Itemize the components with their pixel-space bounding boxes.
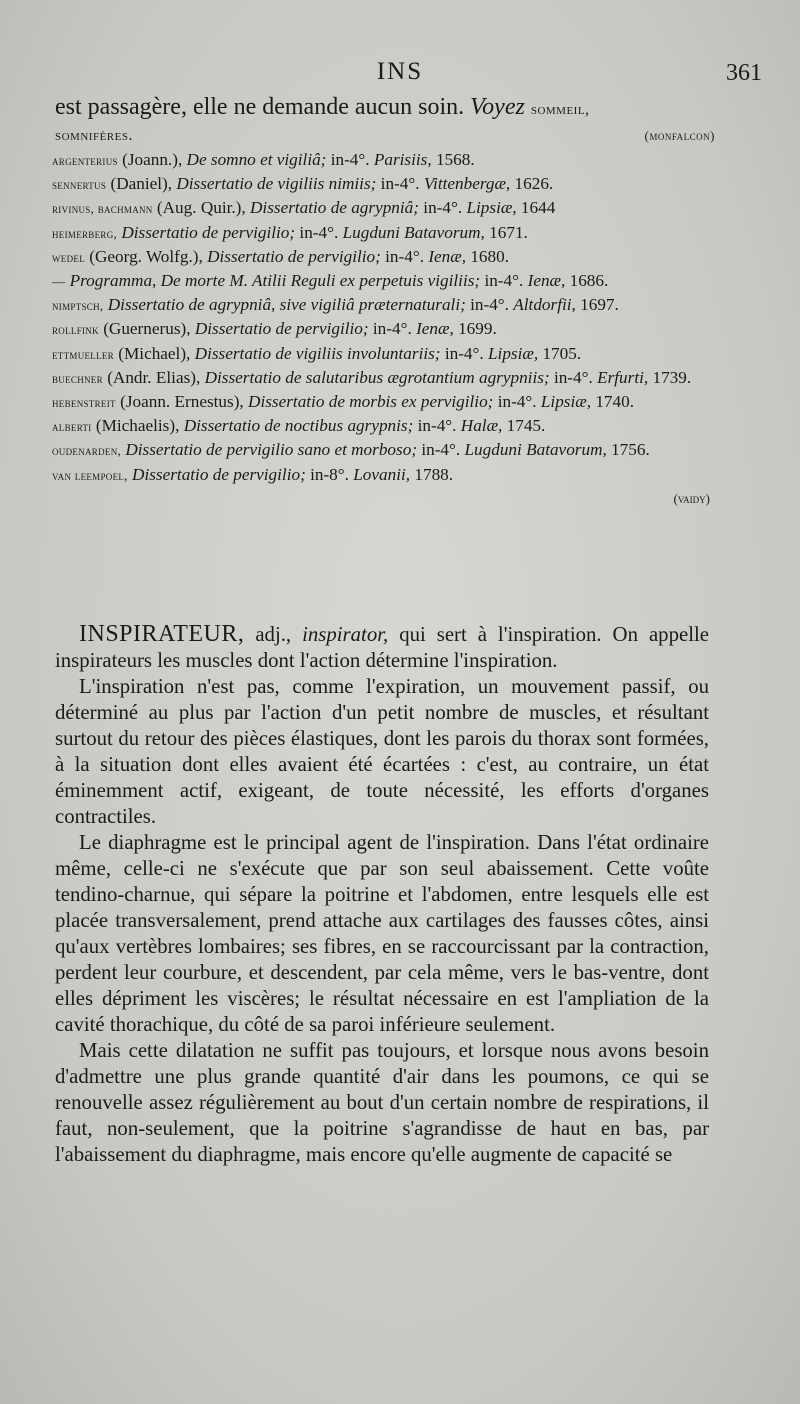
entry-place: Lipsiæ, <box>487 343 539 363</box>
entry-title: Dissertatio de pervigilio; <box>207 246 381 266</box>
intro-line-2 <box>55 125 715 147</box>
entry-year: 1739. <box>652 367 692 387</box>
entry-place: Ienæ, <box>416 319 454 339</box>
entry-author: — <box>52 274 66 290</box>
page-number: 361 <box>726 60 762 86</box>
entry-title: De somno et vigiliâ; <box>186 150 327 169</box>
entry-format: in-4°. <box>330 150 370 169</box>
entry-author: van leempoel, <box>52 467 128 483</box>
bibliography-signature: (vaidy) <box>673 490 710 506</box>
entry-author: heimerberg, <box>52 225 118 241</box>
paragraph-expiration: L'inspiration n'est pas, comme l'expiration, un mouvement passif, ou déterminé au plus par l'action d'un petit nombre de muscles, et résultant surtout du retour des pièces élastiques, dont les parois du thorax sont formées, à la situation dont elles avaient été écartées : c'est, au contraire, un état éminemment actif, exigeant, de toute nécessité, les efforts d'organes contractiles. <box>55 675 709 828</box>
entry-title: Dissertatio de pervigilio sano et morboso; <box>125 440 418 460</box>
definition-text: qui sert à l'inspiration. On appelle inspirateurs les muscles dont l'action détermine l'inspiration. <box>55 623 709 672</box>
bibliography-entry <box>52 438 712 462</box>
latin-term: inspirator, <box>302 623 389 646</box>
grammar-label: adj., <box>255 623 292 646</box>
entry-title: Dissertatio de noctibus agrypnis; <box>183 416 414 436</box>
entry-title: Dissertatio de morbis ex pervigilio; <box>248 392 494 412</box>
cross-ref-somniferes: somnifères. <box>55 127 133 144</box>
entry-title: Dissertatio de pervigilio; <box>132 464 306 484</box>
entry-format: in-4°. <box>470 295 509 315</box>
paragraph-diaphragme: Le diaphragme est le principal agent de l'inspiration. Dans l'état ordinaire même, celle-ci ne s'exécute que par son seul abaissement. Cette voûte tendino-charnue, qui sépare la poitrine et l'abdomen, entre lesquels elle est placée transversalement, prend attache aux cartilages des fausses côtes, ainsi qu'aux vertèbres lombaires; ses fibres, en se raccourcissant par la contraction, perdent leur courbure, et descendent, par cela même, vers le bas-ventre, dont elles dépriment les viscères; le résultat nécessaire en est l'ampliation de la cavité thorachique, du côté de sa paroi inférieure seulement. <box>55 831 709 1036</box>
bibliography-entry <box>52 390 712 414</box>
entry-year: 1788. <box>414 464 454 484</box>
entry-place: Lovanii, <box>353 464 411 484</box>
entry-year: 1568. <box>435 150 475 169</box>
entry-title: Dissertatio de agrypniâ; <box>250 198 419 218</box>
running-title: INS <box>376 58 424 85</box>
bibliography-entry <box>52 245 712 269</box>
bibliography-entry <box>52 463 712 487</box>
entry-year: 1740. <box>595 392 634 412</box>
entry-year: 1644 <box>520 198 556 218</box>
entry-author: rollfink <box>52 322 99 338</box>
bibliography-entry <box>52 414 712 438</box>
bibliography-entry <box>52 293 712 317</box>
entry-detail: (Georg. Wolfg.), <box>89 246 203 266</box>
entry-author: rivinus, bachmann <box>52 201 153 217</box>
entry-place: Lipsiæ, <box>466 198 517 218</box>
entry-detail: (Guernerus), <box>103 319 191 339</box>
entry-author: oudenarden, <box>52 443 122 459</box>
entry-format: in-8°. <box>310 464 349 484</box>
entry-author: wedel <box>52 249 85 265</box>
entry-title: Programma, De morte M. Atilii Reguli ex perpetuis vigiliis; <box>69 271 481 291</box>
author-signature: (monfalcon) <box>644 128 715 143</box>
bibliography-entry <box>52 221 712 245</box>
entry-author: alberti <box>52 419 92 435</box>
intro-block <box>55 92 715 147</box>
paragraph-dilatation: Mais cette dilatation ne suffit pas toujours, et lorsque nous avons besoin d'admettre une plus grande quantité d'air dans les poumons, ce qui se renouvelle assez régulièrement au bout d'un certain nombre de respirations, il faut, non-seulement, que la poitrine s'agrandisse de haut en bas, par l'abaissement du diaphragme, mais encore qu'elle augmente de capacité se <box>55 1039 709 1166</box>
entry-year: 1671. <box>489 222 528 242</box>
bibliography-entry <box>52 317 712 341</box>
entry-detail: (Andr. Elias), <box>107 367 201 387</box>
entry-place: Erfurti, <box>597 367 649 387</box>
entry-place: Ienæ, <box>428 246 467 266</box>
entry-format: in-4°. <box>497 392 537 412</box>
entry-title: Dissertatio de vigiliis involuntariis; <box>194 343 441 363</box>
entry-detail: (Aug. Quir.), <box>156 198 246 218</box>
entry-year: 1699. <box>458 319 497 339</box>
entry-detail: (Joann.), <box>122 150 183 169</box>
bibliography-entry <box>52 148 712 172</box>
entry-format: in-4°. <box>444 343 484 363</box>
entry-year: 1680. <box>470 246 509 266</box>
bibliography-entry <box>52 196 712 220</box>
entry-title: Dissertatio de vigiliis nimiis; <box>176 174 377 194</box>
entry-place: Lugduni Batavorum, <box>464 440 607 460</box>
entry-place: Halæ, <box>460 416 503 436</box>
entry-title: Dissertatio de salutaribus ægrotantium agrypniis; <box>204 367 550 387</box>
entry-place: Lugduni Batavorum, <box>342 222 485 242</box>
entry-place: Vittenbergæ, <box>423 174 511 194</box>
bibliography-entry <box>52 172 712 196</box>
article-definition <box>55 621 709 674</box>
entry-author: sennertus <box>52 177 107 193</box>
entry-year: 1626. <box>514 174 554 194</box>
entry-year: 1686. <box>569 271 609 291</box>
entry-place: Lipsiæ, <box>540 392 592 412</box>
cross-ref-sommeil: sommeil, <box>530 101 590 118</box>
entry-format: in-4°. <box>385 246 425 266</box>
entry-year: 1697. <box>580 295 619 315</box>
entry-title: Dissertatio de agrypniâ, sive vigiliâ præternaturali; <box>107 295 466 315</box>
bibliography-entry <box>52 366 712 390</box>
entry-format: in-4°. <box>380 174 420 194</box>
entry-author: buechner <box>52 370 103 386</box>
entry-author: ettmueller <box>52 346 114 362</box>
entry-year: 1756. <box>611 440 650 460</box>
entry-title: Dissertatio de pervigilio; <box>194 319 369 339</box>
see-reference: Voyez <box>470 94 525 120</box>
entry-title: Dissertatio de pervigilio; <box>121 222 296 242</box>
bibliography <box>52 148 712 510</box>
entry-author: argenterius <box>52 153 118 168</box>
entry-format: in-4°. <box>421 440 461 460</box>
entry-format: in-4°. <box>553 367 593 387</box>
entry-year: 1705. <box>542 343 582 363</box>
entry-format: in-4°. <box>299 222 339 242</box>
entry-format: in-4°. <box>417 416 457 436</box>
bibliography-entry <box>52 342 712 366</box>
bibliography-entry <box>52 269 712 293</box>
entry-author: hebenstreit <box>52 395 116 411</box>
entry-format: in-4°. <box>423 198 463 218</box>
entry-detail: (Michaelis), <box>95 416 180 436</box>
entry-format: in-4°. <box>372 319 412 339</box>
entry-detail: (Joann. Ernestus), <box>120 392 244 412</box>
entry-year: 1745. <box>506 416 546 436</box>
entry-author: nimptsch, <box>52 298 104 314</box>
article-body <box>55 621 709 1168</box>
running-header <box>0 58 800 88</box>
entry-detail: (Daniel), <box>110 174 173 194</box>
intro-text: est passagère, elle ne demande aucun soin. <box>55 94 465 120</box>
intro-line <box>55 92 715 125</box>
headword: INSPIRATEUR, <box>79 621 245 647</box>
entry-place: Altdorfii, <box>513 295 576 315</box>
entry-place: Parisiis, <box>373 150 432 169</box>
entry-place: Ienæ, <box>527 271 566 291</box>
entry-detail: (Michael), <box>118 343 191 363</box>
entry-format: in-4°. <box>484 271 524 291</box>
